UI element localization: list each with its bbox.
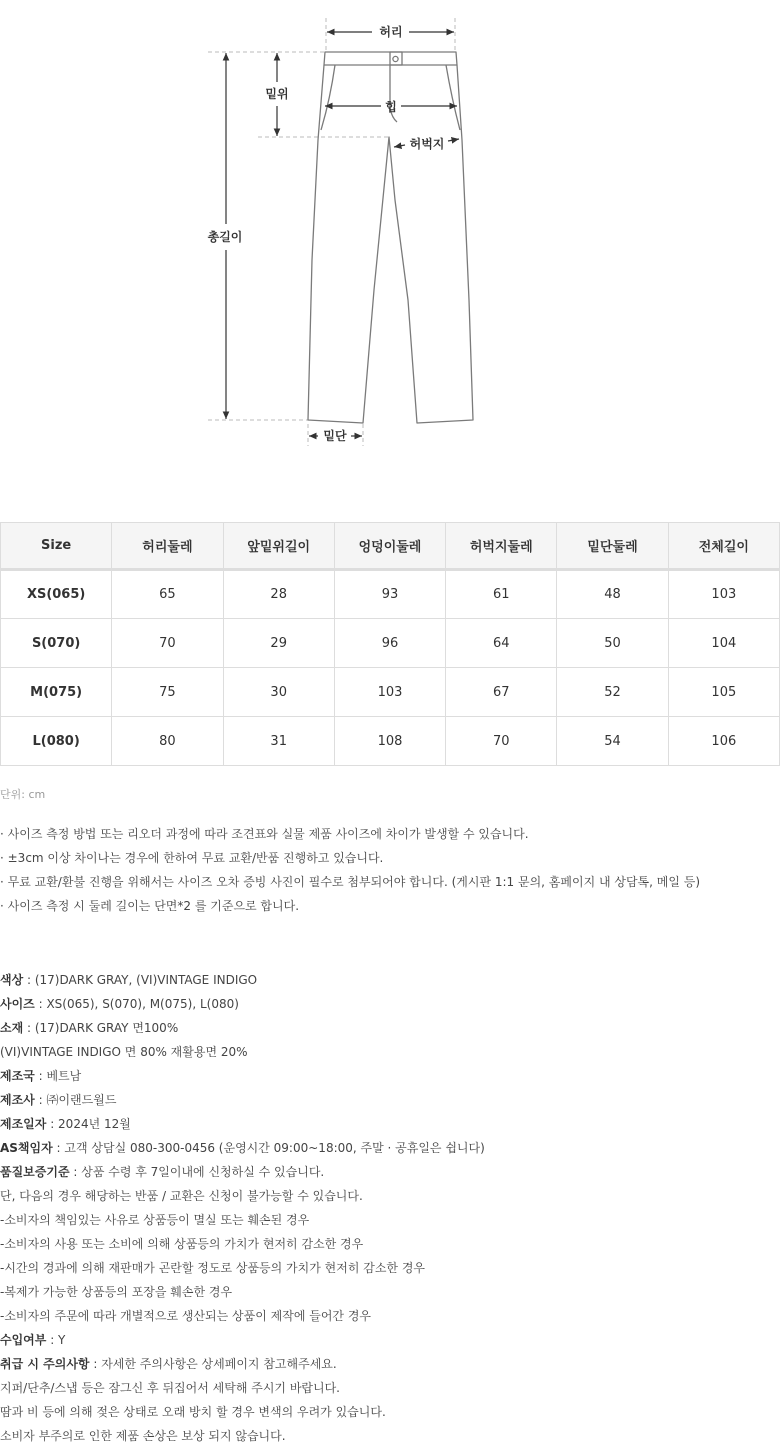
info-text: -시간의 경과에 의해 재판매가 곤란할 정도로 상품등의 가치가 현저히 감소한 경우 [0, 1261, 426, 1275]
info-label: 수입여부 [0, 1333, 47, 1347]
info-row [0, 1161, 485, 1185]
pants-size-diagram [0, 0, 780, 470]
info-text: 지퍼/단추/스냅 등은 잠그신 후 뒤집어서 세탁해 주시기 바랍니다. [0, 1381, 340, 1395]
info-row [0, 1257, 485, 1281]
info-text: : 상품 수령 후 7일이내에 신청하실 수 있습니다. [69, 1165, 325, 1179]
table-cell: 96 [334, 619, 445, 668]
info-row [0, 1041, 485, 1065]
info-label: 취급 시 주의사항 [0, 1357, 90, 1371]
table-cell: 29 [223, 619, 334, 668]
info-row [0, 1065, 485, 1089]
table-row [1, 717, 780, 766]
table-cell: 103 [668, 570, 779, 619]
info-label: AS책임자 [0, 1141, 53, 1155]
table-cell: 70 [112, 619, 223, 668]
info-text: : (17)DARK GRAY, (VI)VINTAGE INDIGO [23, 973, 258, 987]
table-cell: 30 [223, 668, 334, 717]
table-cell: L(080) [1, 717, 112, 766]
product-info-section [0, 969, 485, 1449]
table-row [1, 668, 780, 717]
info-row [0, 1401, 485, 1425]
info-label: 소재 [0, 1021, 24, 1035]
table-cell: 104 [668, 619, 779, 668]
table-cell: 67 [446, 668, 557, 717]
table-header-cell: Size [1, 523, 112, 570]
list-item: · 사이즈 측정 방법 또는 리오더 과정에 따라 조견표와 실물 제품 사이즈에 차이가 발생할 수 있습니다. [0, 827, 529, 841]
table-cell: S(070) [1, 619, 112, 668]
info-text: -소비자의 주문에 따라 개별적으로 생산되는 상품이 제작에 들어간 경우 [0, 1309, 372, 1323]
table-cell: 31 [223, 717, 334, 766]
thigh-label: 허벅지 [409, 137, 445, 151]
hem-label: 밑단 [323, 429, 347, 443]
info-label: 품질보증기준 [0, 1165, 70, 1179]
table-cell: 50 [557, 619, 668, 668]
info-row [0, 1137, 485, 1161]
info-text: : (17)DARK GRAY 면100% [23, 1021, 179, 1035]
info-label: 제조사 [0, 1093, 35, 1107]
table-cell: 52 [557, 668, 668, 717]
info-text: -소비자의 책임있는 사유로 상품등이 멸실 또는 훼손된 경우 [0, 1213, 310, 1227]
info-row [0, 1329, 485, 1353]
info-text: : 자세한 주의사항은 상세페이지 참고해주세요. [89, 1357, 337, 1371]
rise-label: 밑위 [265, 87, 289, 101]
info-row [0, 1113, 485, 1137]
table-header-cell: 엉덩이둘레 [334, 523, 445, 570]
table-cell: 103 [334, 668, 445, 717]
table-header-cell: 전체길이 [668, 523, 779, 570]
size-chart-table [0, 522, 780, 766]
info-text: -복제가 가능한 상품등의 포장을 훼손한 경우 [0, 1285, 233, 1299]
hip-label: 힙 [385, 100, 397, 114]
info-row [0, 969, 485, 993]
info-text: : 고객 상담실 080-300-0456 (운영시간 09:00~18:00, 주말 · 공휴일은 쉽니다) [52, 1141, 485, 1155]
table-cell: 105 [668, 668, 779, 717]
table-cell: 93 [334, 570, 445, 619]
info-label: 사이즈 [0, 997, 35, 1011]
info-row [0, 1233, 485, 1257]
table-cell: 108 [334, 717, 445, 766]
info-text: 땀과 비 등에 의해 젖은 상태로 오래 방치 할 경우 변색의 우려가 있습니다. [0, 1405, 386, 1419]
info-row [0, 1017, 485, 1041]
table-cell: 64 [446, 619, 557, 668]
table-cell: 61 [446, 570, 557, 619]
info-row [0, 1089, 485, 1113]
info-text: : Y [46, 1333, 66, 1347]
table-cell: 65 [112, 570, 223, 619]
table-cell: 75 [112, 668, 223, 717]
info-row [0, 1209, 485, 1233]
table-cell: 54 [557, 717, 668, 766]
table-cell: 48 [557, 570, 668, 619]
table-cell: 70 [446, 717, 557, 766]
list-item: · 무료 교환/환불 진행을 위해서는 사이즈 오차 증빙 사진이 필수로 첨부되어야 합니다. (게시판 1:1 문의, 홈페이지 내 상담톡, 메일 등) [0, 875, 701, 889]
info-text: (VI)VINTAGE INDIGO 면 80% 재활용면 20% [0, 1045, 248, 1059]
info-text: : 2024년 12월 [46, 1117, 131, 1131]
table-header-cell: 허벅지둘레 [446, 523, 557, 570]
info-row [0, 1377, 485, 1401]
table-cell: 106 [668, 717, 779, 766]
info-text: : XS(065), S(070), M(075), L(080) [34, 997, 239, 1011]
info-text: : ㈜이랜드월드 [34, 1093, 117, 1107]
info-row [0, 1305, 485, 1329]
info-text: 단, 다음의 경우 해당하는 반품 / 교환은 신청이 불가능할 수 있습니다. [0, 1189, 363, 1203]
waist-label: 허리 [379, 25, 403, 39]
total-length-label: 총길이 [207, 230, 243, 244]
info-label: 색상 [0, 973, 24, 987]
table-cell: 80 [112, 717, 223, 766]
info-row [0, 1353, 485, 1377]
info-row [0, 993, 485, 1017]
info-row [0, 1281, 485, 1305]
info-row [0, 1185, 485, 1209]
table-header-cell: 앞밑위길이 [223, 523, 334, 570]
info-text: 소비자 부주의로 인한 제품 손상은 보상 되지 않습니다. [0, 1429, 286, 1443]
table-header-cell: 밑단둘레 [557, 523, 668, 570]
size-notes-list [0, 824, 700, 920]
table-row [1, 570, 780, 619]
table-cell: XS(065) [1, 570, 112, 619]
list-item: · 사이즈 측정 시 둘레 길이는 단면*2 를 기준으로 합니다. [0, 899, 300, 913]
info-label: 제조국 [0, 1069, 35, 1083]
guide-lines [208, 18, 455, 446]
dimension-arrows [226, 32, 459, 436]
table-cell: M(075) [1, 668, 112, 717]
unit-note: 단위: cm [0, 788, 46, 801]
info-text: -소비자의 사용 또는 소비에 의해 상품등의 가치가 현저히 감소한 경우 [0, 1237, 364, 1251]
info-text: : 베트남 [34, 1069, 82, 1083]
table-header-cell: 허리둘레 [112, 523, 223, 570]
table-row [1, 619, 780, 668]
list-item: · ±3cm 이상 차이나는 경우에 한하여 무료 교환/반품 진행하고 있습니다. [0, 851, 384, 865]
info-label: 제조일자 [0, 1117, 47, 1131]
table-header-row [1, 523, 780, 570]
info-row [0, 1425, 485, 1449]
table-cell: 28 [223, 570, 334, 619]
